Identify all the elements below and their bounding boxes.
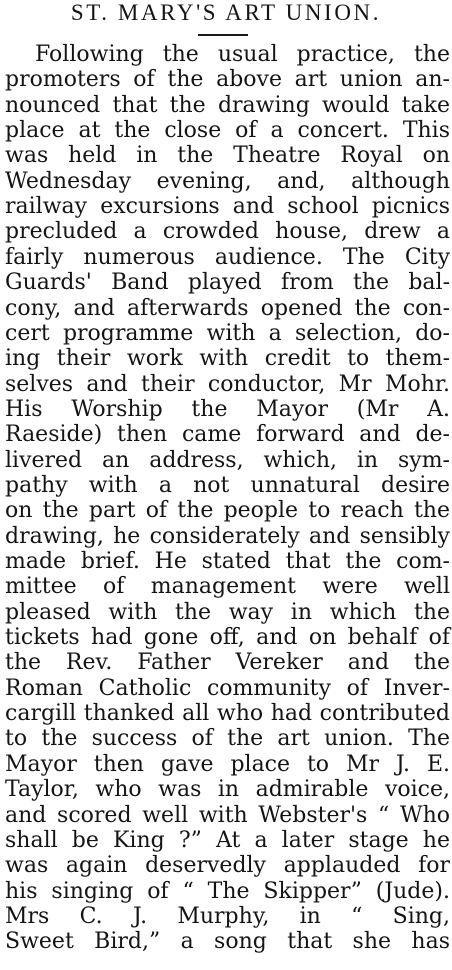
headline-rule [198,34,248,36]
article-line: ing their work with credit to them- [5,346,450,372]
article-line: cargill thanked all who had contributed [5,701,450,727]
article-line: His Worship the Mayor (Mr A. [5,396,450,422]
article-line: pleased with the way in which the [5,599,450,625]
article-line: was again deservedly applauded for [5,853,450,879]
article-headline: ST. MARY'S ART UNION. [70,0,382,25]
article-line: on the part of the people to reach the [5,498,450,524]
article-line: his singing of “ The Skipper” (Jude). [5,878,450,904]
article-line: fairly numerous audience. The City [5,244,450,270]
article-line: Wednesday evening, and, although [5,168,450,194]
article-line: Mrs C. J. Murphy, in “ Sing, [5,903,450,929]
article-line: tickets had gone off, and on behalf of [5,625,450,651]
article-line: mittee of management were well [5,574,450,600]
article-line: Sweet Bird,” a song that she has [5,929,450,955]
article-line: the Rev. Father Vereker and the [5,650,450,676]
article-line: cony, and afterwards opened the con- [5,295,450,321]
article-line: Roman Catholic community of Inver- [5,675,450,701]
article-line: drawing, he considerately and sensibly [5,523,450,549]
article-line: cert programme with a selection, do- [5,320,450,346]
article-line: place at the close of a concert. This [5,118,450,144]
article-line: nounced that the drawing would take [5,92,450,118]
article-line: Taylor, who was in admirable voice, [5,777,450,803]
article-line: selves and their conductor, Mr Mohr. [5,371,450,397]
article-line: pathy with a not unnatural desire [5,472,450,498]
article-line: Guards' Band played from the bal- [5,270,450,296]
article-line: shall be King ?” At a later stage he [5,827,450,853]
article-line: was held in the Theatre Royal on [5,143,450,169]
article-line: made brief. He stated that the com- [5,549,450,574]
article-line: livered an address, which, in sym- [5,447,450,473]
article-line: Mayor then gave place to Mr J. E. [5,751,450,777]
article-line: Following the usual practice, the [35,42,450,67]
article-line: to the success of the art union. The [5,726,450,752]
article-line: Raeside) then came forward and de- [5,422,450,448]
article-line: and scored well with Webster's “ Who [5,802,450,828]
article-line: promoters of the above art union an- [5,67,450,93]
article-line: railway excursions and school picnics [5,194,450,220]
article-line: precluded a crowded house, drew a [5,219,450,245]
